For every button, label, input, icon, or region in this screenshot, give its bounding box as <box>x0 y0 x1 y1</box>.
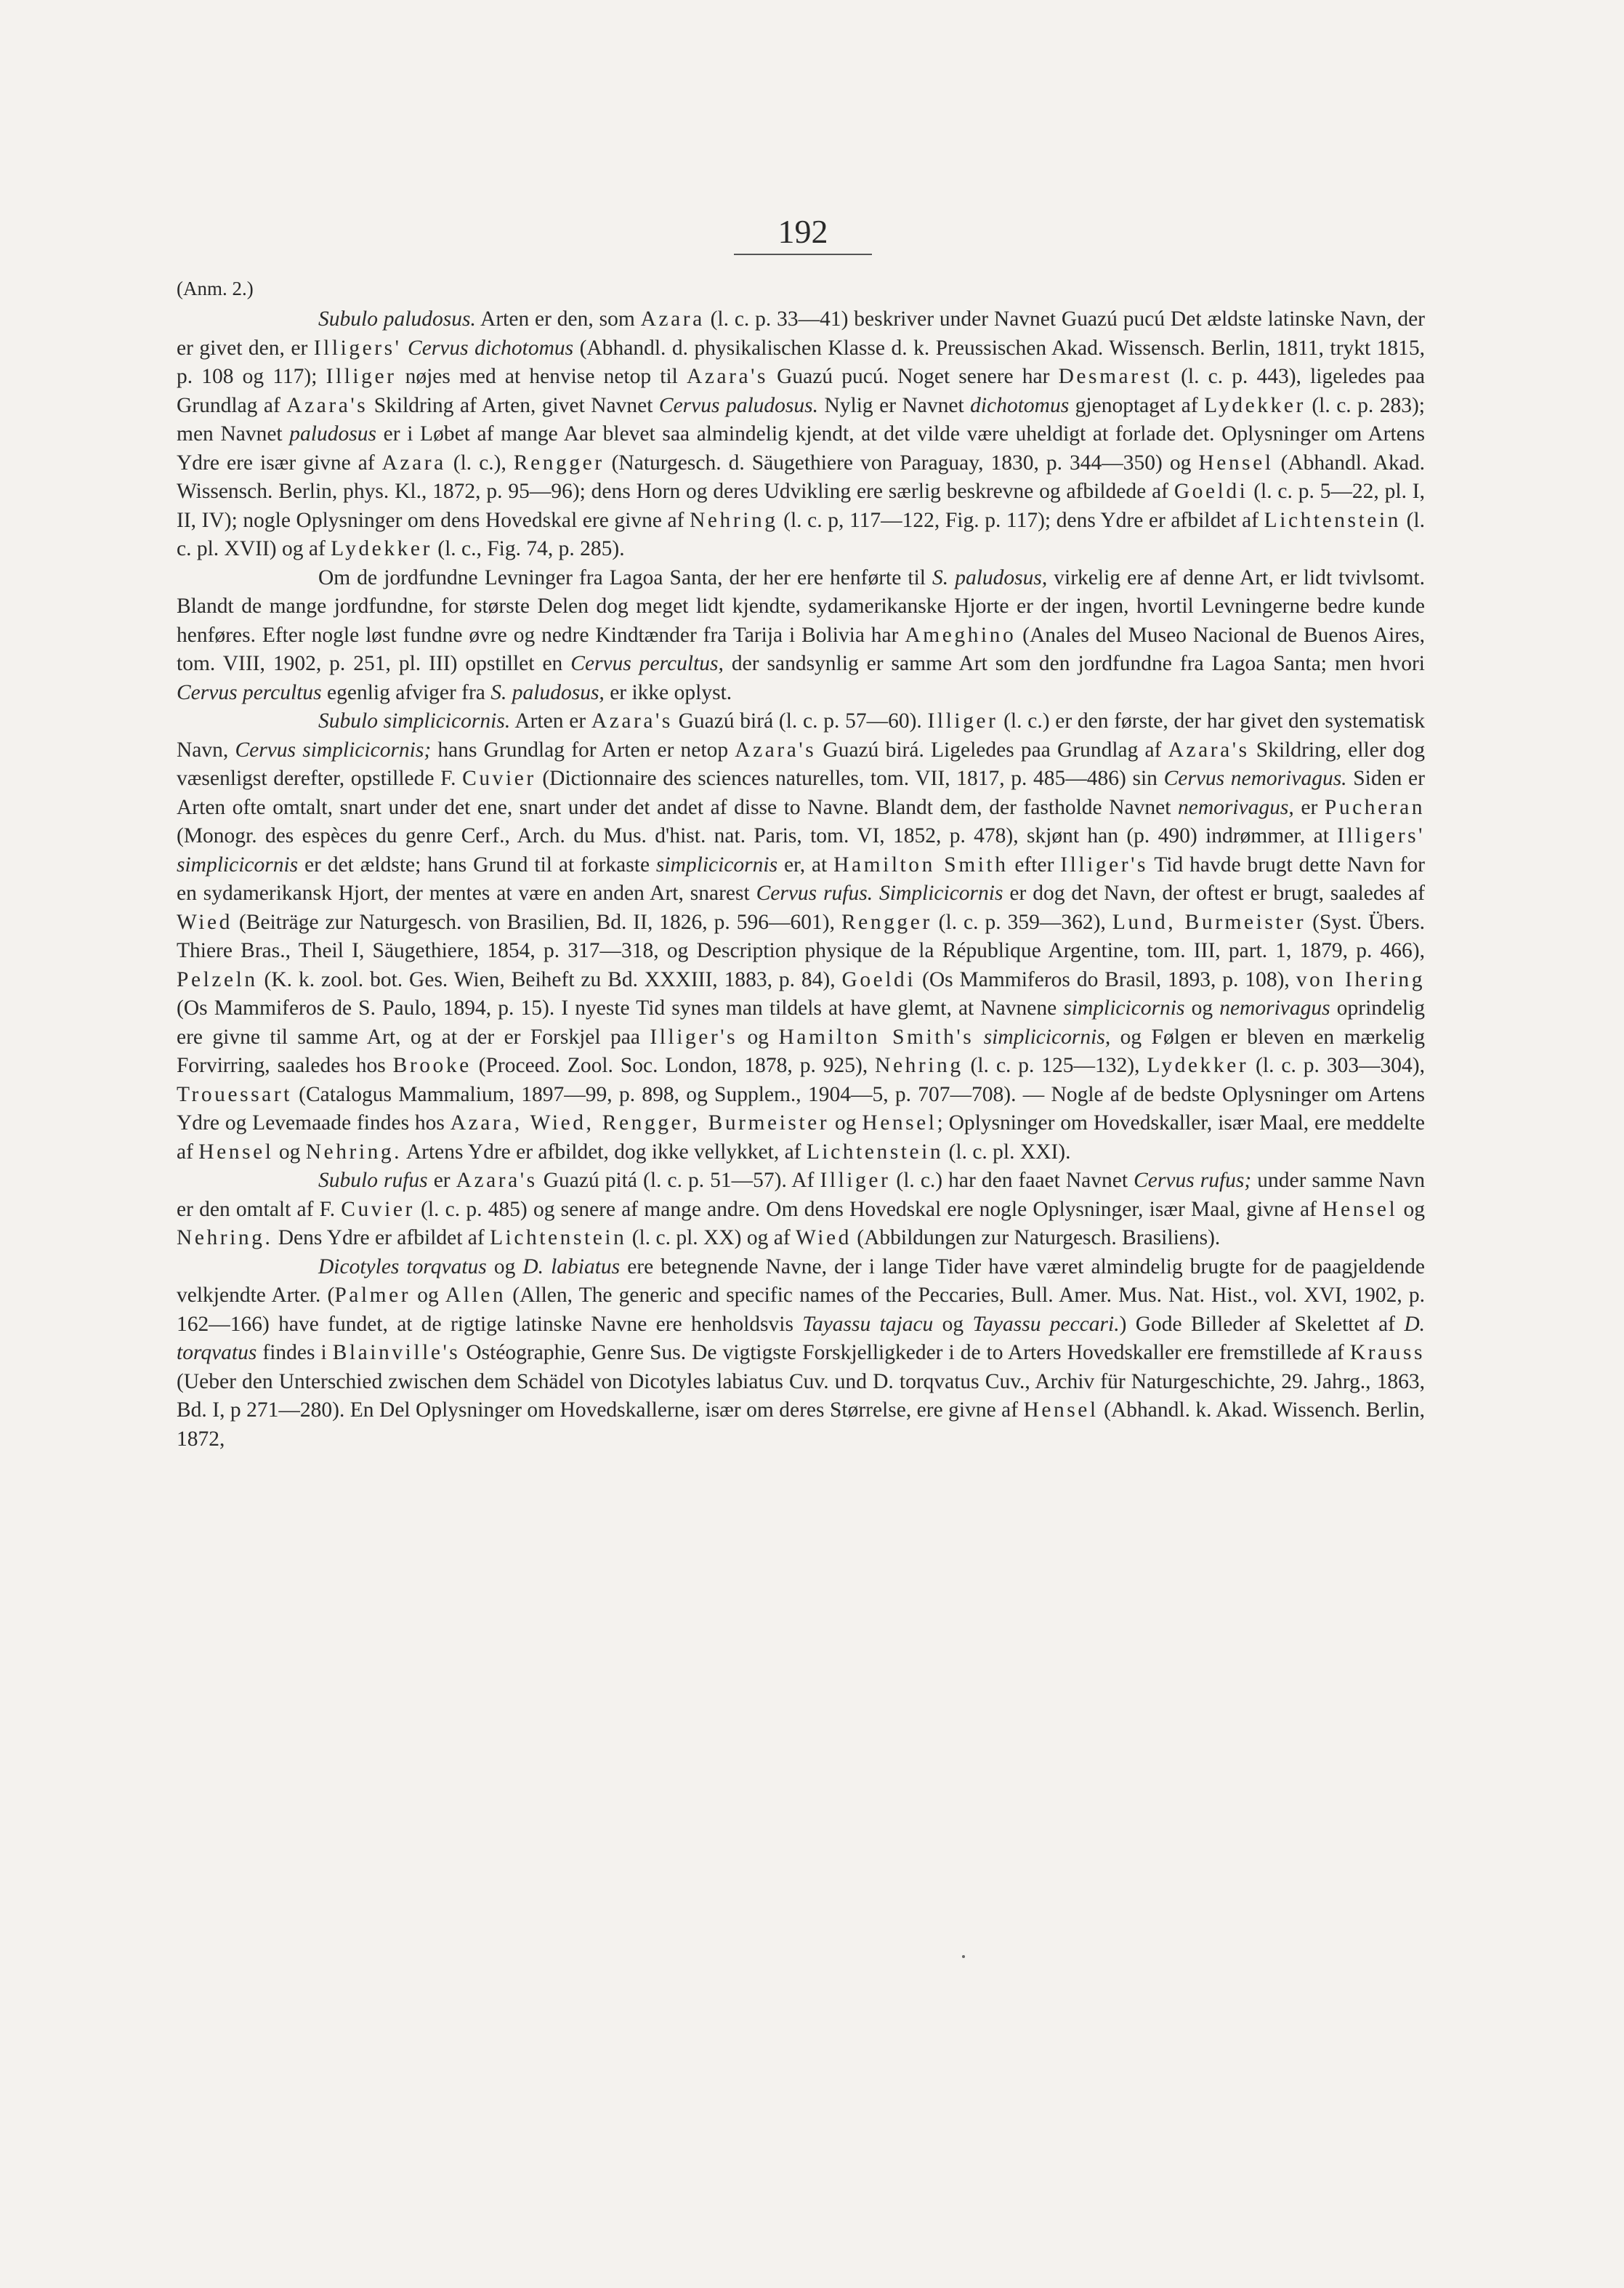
author-name: Nehring. <box>305 1140 403 1164</box>
author-name: Lichtenstein <box>1264 508 1401 532</box>
author-name: Hamilton Smith <box>833 853 1009 877</box>
taxon-name: Cervus paludosus. <box>658 393 818 417</box>
taxon-name: Cervus simplicicornis; <box>235 738 432 762</box>
taxon-name: simplicicornis <box>177 853 299 877</box>
author-name: Hensel <box>198 1140 274 1164</box>
paragraph-subulo-rufus: Subulo rufus er Azara's Guazú pitá (l. c. p. 51—57). Af Illiger (l. c.) har den faaet Navnet Cervus rufus; under samme Navn er den omtalt af F. Cuvier (l. c. p. 485) og senere af mange andre. Om dens Hovedskal ere nogle Oplysninger, især Maal, givne af Hensel og Nehring. Dens Ydre er afbildet af Lichtenstein (l. c. pl. XX) og af Wied (Abbildungen zur Naturgesch. Brasiliens). <box>177 1169 1425 1249</box>
author-name: Rengger <box>841 910 932 934</box>
author-name: Lichtenstein <box>490 1226 627 1249</box>
taxon-name: simplicicornis <box>1063 996 1185 1020</box>
taxon-name: Dicotyles torqvatus <box>318 1254 487 1278</box>
author-name: Cuvier <box>341 1197 415 1221</box>
taxon-name: D. torqvatus <box>177 1312 1425 1364</box>
taxon-name: Subulo paludosus. <box>318 307 476 331</box>
taxon-name: Subulo rufus <box>318 1169 428 1192</box>
taxon-name: paludosus <box>289 422 376 446</box>
author-name: Hensel <box>1023 1398 1099 1422</box>
taxon-name: Cervus percultus <box>177 680 322 704</box>
print-speck <box>962 1955 965 1958</box>
author-name: Illiger <box>820 1169 891 1192</box>
author-name: Hensel <box>862 1111 937 1135</box>
author-name: Azara <box>381 451 446 475</box>
taxon-name: simplicicornis <box>655 853 778 877</box>
author-name: Goeldi <box>841 967 916 991</box>
taxon-name: Cervus rufus; <box>1134 1169 1252 1192</box>
taxon-name: Tayassu tajacu <box>802 1312 934 1336</box>
author-name: Azara's <box>686 365 768 388</box>
page-number: 192 <box>734 212 872 255</box>
author-name: Hensel <box>1322 1197 1398 1221</box>
taxon-name: Subulo simplicicornis. <box>318 709 511 733</box>
author-name: Krauss <box>1349 1341 1425 1364</box>
paragraph-subulo-simplicicornis: Subulo simplicicornis. Arten er Azara's Guazú birá (l. c. p. 57—60). Illiger (l. c.) er den første, der har givet den systematisk Navn, Cervus simplicicornis; hans Grundlag for Arten er netop Azara's Guazú birá. Ligeledes paa Grundlag af Azara's Skildring, eller dog væsenligst derefter, opstillede F. Cuvier (Dictionnaire des sciences naturelles, tom. VII, 1817, p. 485—486) sin Cervus nemorivagus. Siden er Arten ofte omtalt, snart under det ene, snart under det andet af disse to Navne. Blandt dem, der fastholde Navnet nemorivagus, er Pucheran (Monogr. des espèces du genre Cerf., Arch. du Mus. d'hist. nat. Paris, tom. VI, 1852, p. 478), skjønt han (p. 490) indrømmer, at Illigers' simplicicornis er det ældste; hans Grund til at forkaste simplicicornis er, at Hamilton Smith efter Illiger's Tid havde brugt dette Navn for en sydamerikansk Hjort, der mentes at være en anden Art, snarest Cervus rufus. Simplicicornis er dog det Navn, der oftest er brugt, saaledes af Wied (Beiträge zur Naturgesch. von Brasilien, Bd. II, 1826, p. 596—601), Rengger (l. c. p. 359—362), Lund, Burmeister (Syst. Übers. Thiere Bras., Theil I, Säugethiere, 1854, p. 317—318, og Description physique de la République Argentine, tom. III, part. 1, 1879, p. 466), Pelzeln (K. k. zool. bot. Ges. Wien, Beiheft zu Bd. XXXIII, 1883, p. 84), Goeldi (Os Mammiferos do Brasil, 1893, p. 108), von Ihering (Os Mammiferos de S. Paulo, 1894, p. 15). I nyeste Tid synes man tildels at have glemt, at Navnene simplicicornis og nemorivagus oprindelig ere givne til samme Art, og at der er Forskjel paa Illiger's og Hamilton Smith's simplicicornis, og Følgen er bleven en mærkelig Forvirring, saaledes hos Brooke (Proceed. Zool. Soc. London, 1878, p. 925), Nehring (l. c. p. 125—132), Lydekker (l. c. p. 303—304), Trouessart (Catalogus Mammalium, 1897—99, p. 898, og Supplem., 1904—5, p. 707—708). — Nogle af de bedste Oplysninger om Artens Ydre og Levemaade findes hos Azara, Wied, Rengger, Burmeister og Hensel; Oplysninger om Hovedskaller, især Maal, ere meddelte af Hensel og Nehring. Artens Ydre er afbildet, dog ikke vellykket, af Lichtenstein (l. c. pl. XXI). <box>177 709 1426 1164</box>
author-name: Lund, Burmeister <box>1112 910 1306 934</box>
taxon-name: dichotomus <box>970 393 1070 417</box>
author-name: Blainville's <box>332 1341 461 1364</box>
taxon-name: Cervus percultus, <box>570 652 724 675</box>
taxon-name: Tayassu peccari. <box>972 1312 1120 1336</box>
author-name: Rengger <box>513 451 605 475</box>
author-name: Azara <box>640 307 705 331</box>
author-name: Illiger's <box>1060 853 1149 877</box>
taxon-name: Cervus nemorivagus. <box>1163 767 1347 790</box>
author-name: Nehring <box>875 1054 964 1077</box>
paragraph-dicotyles-paragraph: Dicotyles torqvatus og D. labiatus ere betegnende Navne, der i lange Tider have været almindelig brugte for de paagjeldende velkjendte Arter. (Palmer og Allen (Allen, The generic and specific names of the Peccaries, Bull. Amer. Mus. Nat. Hist., vol. XVI, 1902, p. 162—166) have fundet, at de rigtige latinske Navne ere henholdsvis Tayassu tajacu og Tayassu peccari.) Gode Billeder af Skelettet af D. torqvatus findes i Blainville's Ostéographie, Genre Sus. De vigtigste Forskjelligkeder i de to Arters Hovedskaller ere fremstillede af Krauss (Ueber den Unterschied zwischen dem Schädel von Dicotyles labiatus Cuv. und D. torqvatus Cuv., Archiv für Naturgeschichte, 29. Jahrg., 1863, Bd. I, p 271—280). En Del Oplysninger om Hovedskallerne, især om deres Størrelse, ere givne af Hensel (Abhandl. k. Akad. Wissench. Berlin, 1872, <box>177 1254 1425 1451</box>
author-name: Palmer <box>334 1284 411 1307</box>
author-name: Lydekker <box>1204 393 1306 417</box>
author-name: Illigers' <box>1337 824 1425 847</box>
author-name: Wied <box>177 910 233 934</box>
author-name: Goeldi <box>1173 480 1248 503</box>
author-name: Azara's <box>735 738 817 762</box>
taxon-name: S. paludosus, <box>932 565 1048 589</box>
author-name: von Ihering <box>1296 967 1425 991</box>
paragraph-subulo-paludosus: Subulo paludosus. Arten er den, som Azara (l. c. p. 33—41) beskriver under Navnet Guazú pucú Det ældste latinske Navn, der er givet den, er Illigers' Cervus dichotomus (Abhandl. d. physikalischen Klasse d. k. Preussischen Akad. Wissensch. Berlin, 1811, trykt 1815, p. 108 og 117); Illiger nøjes med at henvise netop til Azara's Guazú pucú. Noget senere har Desmarest (l. c. p. 443), ligeledes paa Grundlag af Azara's Skildring af Arten, givet Navnet Cervus paludosus. Nylig er Navnet dichotomus gjenoptaget af Lydekker (l. c. p. 283); men Navnet paludosus er i Løbet af mange Aar blevet saa almindelig kjendt, at det vilde være uheldigt at forlade det. Oplysninger om Artens Ydre ere især givne af Azara (l. c.), Rengger (Naturgesch. d. Säugethiere von Paraguay, 1830, p. 344—350) og Hensel (Abhandl. Akad. Wissensch. Berlin, phys. Kl., 1872, p. 95—96); dens Horn og deres Udvikling ere særlig beskrevne og afbildede af Goeldi (l. c. p. 5—22, pl. I, II, IV); nogle Oplysninger om dens Hovedskal ere givne af Nehring (l. c. p, 117—122, Fig. p. 117); dens Ydre er afbildet af Lichtenstein (l. c. pl. XVII) og af Lydekker (l. c., Fig. 74, p. 285). <box>177 307 1426 560</box>
author-name: Lydekker <box>331 537 432 560</box>
author-name: Illiger <box>326 365 397 388</box>
author-name: Trouessart <box>177 1082 292 1106</box>
author-name: Illiger's <box>650 1025 738 1049</box>
author-name: Brooke <box>392 1054 472 1077</box>
taxon-name: nemorivagus, <box>1178 795 1294 819</box>
taxon-name: S. paludosus, <box>490 680 605 704</box>
taxon-name: Cervus rufus. Simplicicornis <box>756 882 1003 905</box>
taxon-name: nemorivagus <box>1219 996 1330 1020</box>
author-name: Azara, Wied, Rengger, Burmeister <box>450 1111 830 1135</box>
author-name: Pelzeln <box>177 967 258 991</box>
author-name: Allen <box>445 1284 506 1307</box>
paragraph-lagoa-santa-paragraph: Om de jordfundne Levninger fra Lagoa Santa, der her ere henførte til S. paludosus, virkelig ere af denne Art, er lidt tvivlsomt. Blandt de mange jordfundne, for største Delen dog meget lidt kjendte, sydamerikanske Hjorte er der ingen, hvortil Levningerne bedre kunde henføres. Efter nogle løst fundne øvre og nedre Kindtænder fra Tarija i Bolivia har Ameghino (Anales del Museo Nacional de Buenos Aires, tom. VIII, 1902, p. 251, pl. III) opstillet en Cervus percultus, der sandsynlig er samme Art som den jordfundne fra Lagoa Santa; men hvori Cervus percultus egenlig afviger fra S. paludosus, er ikke oplyst. <box>177 565 1425 704</box>
author-name: Ameghino <box>905 623 1017 647</box>
author-name: Azara's <box>591 709 673 733</box>
author-name: Nehring. <box>177 1226 273 1249</box>
author-name: Pucheran <box>1324 795 1425 819</box>
author-name: Hamilton Smith's <box>778 1025 974 1049</box>
taxon-name: simplicicornis, <box>983 1025 1111 1049</box>
author-name: Nehring <box>690 508 778 532</box>
author-name: Illigers' <box>313 336 402 360</box>
author-name: Azara's <box>1168 738 1250 762</box>
author-name: Lydekker <box>1147 1054 1249 1077</box>
note-label: (Anm. 2.) <box>177 278 254 299</box>
author-name: Azara's <box>286 393 368 417</box>
author-name: Wied <box>796 1226 852 1249</box>
author-name: Hensel <box>1198 451 1274 475</box>
taxon-name: Cervus dichotomus <box>408 336 574 360</box>
author-name: Illiger <box>927 709 998 733</box>
author-name: Desmarest <box>1058 365 1172 388</box>
author-name: Azara's <box>456 1169 538 1192</box>
author-name: Lichtenstein <box>806 1140 944 1164</box>
taxon-name: D. labiatus <box>522 1254 621 1278</box>
author-name: Cuvier <box>462 767 536 790</box>
body-text <box>177 305 1425 1454</box>
